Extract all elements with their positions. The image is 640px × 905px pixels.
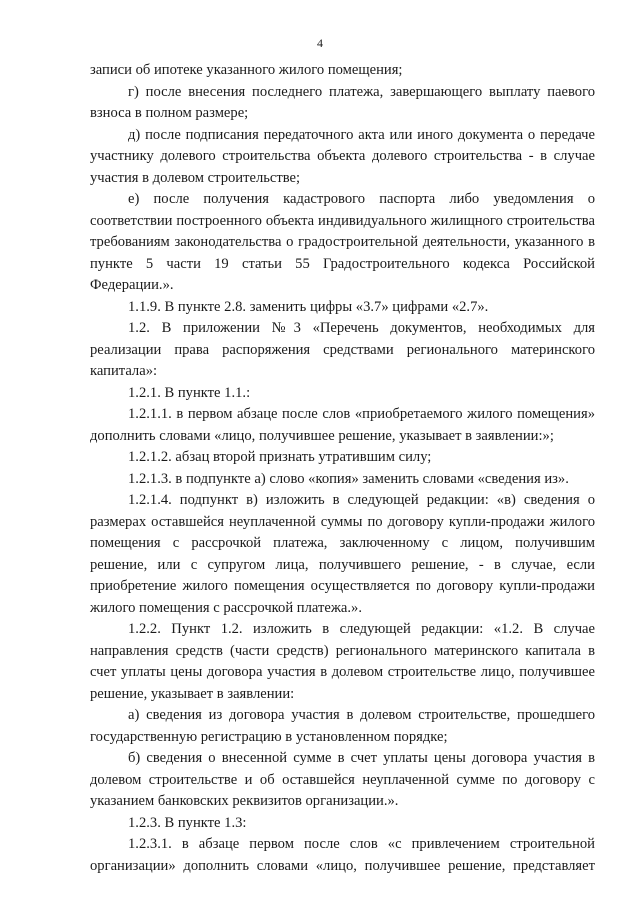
paragraph-1-2-1-3: 1.2.1.3. в подпункте а) слово «копия» заменить словами «сведения из». — [128, 470, 569, 487]
paragraph-1-2-1: 1.2.1. В пункте 1.1.: — [128, 384, 251, 401]
paragraph-1-2-3-1: 1.2.3.1. в абзаце первом после слов «с привлечением строительной организации» дополнить словами «лицо, получившее решение, представляет — [90, 836, 595, 874]
paragraph-item-b: б) сведения о внесенной сумме в счет уплаты цены договора участия в долевом строительстве и об оставшейся неуплаченной сумме по договору с указанием банковских реквизитов организации.». — [90, 750, 595, 809]
paragraph-continuation: записи об ипотеке указанного жилого помещения; — [90, 62, 403, 78]
paragraph-1-2-1-4: 1.2.1.4. подпункт в) изложить в следующей редакции: «в) сведения о размерах оставшейся неуплаченной суммы по договору купли-продажи жилого помещения с рассрочкой платежа, заключенному с лицом, получившим решение, или с супругом лица, получившего решение, - в случае, если приобретение жилого помещения осуществляется по договору купли-продажи жилого помещения с рассрочкой платежа.». — [90, 492, 595, 616]
paragraph-1-1-9: 1.1.9. В пункте 2.8. заменить цифры «3.7» цифрами «2.7». — [128, 298, 489, 315]
paragraph-1-2-1-1: 1.2.1.1. в первом абзаце после слов «приобретаемого жилого помещения» дополнить словами «лицо, получившее решение, указывает в заявлении:»; — [90, 406, 595, 444]
paragraph-1-2-1-2: 1.2.1.2. абзац второй признать утратившим силу; — [128, 449, 432, 465]
paragraph-1-2-2: 1.2.2. Пункт 1.2. изложить в следующей редакции: «1.2. В случае направления средств (части средств) регионального материнского капитала в счет уплаты цены договора участия в долевом строительстве лицо, получившее решение, указывает в заявлении: — [90, 621, 595, 702]
page-number: 4 — [317, 36, 323, 50]
paragraph-item-g: г) после внесения последнего платежа, завершающего выплату паевого взноса в полном размере; — [90, 83, 595, 121]
paragraph-item-a: а) сведения из договора участия в долевом строительстве, прошедшего государственную регистрацию в установленном порядке; — [90, 707, 595, 745]
paragraph-1-2: 1.2. В приложении №3 «Перечень документов, необходимых для реализации права распоряжения средствами регионального материнского капитала»: — [90, 320, 595, 379]
paragraph-item-d: д) после подписания передаточного акта или иного документа о передаче участнику долевого строительства объекта долевого строительства - в случае участия в долевом строительстве; — [90, 126, 595, 186]
paragraph-item-e: е) после получения кадастрового паспорта либо уведомления о соответствии построенного объекта индивидуального жилищного строительства требованиям законодательства о градостроительной деятельности, указанного в пункте 5 части 19 статьи 55 Градостроительного кодекса Российской Федерации.». — [90, 191, 595, 293]
document-body — [90, 60, 595, 877]
paragraph-1-2-3: 1.2.3. В пункте 1.3: — [128, 814, 247, 831]
